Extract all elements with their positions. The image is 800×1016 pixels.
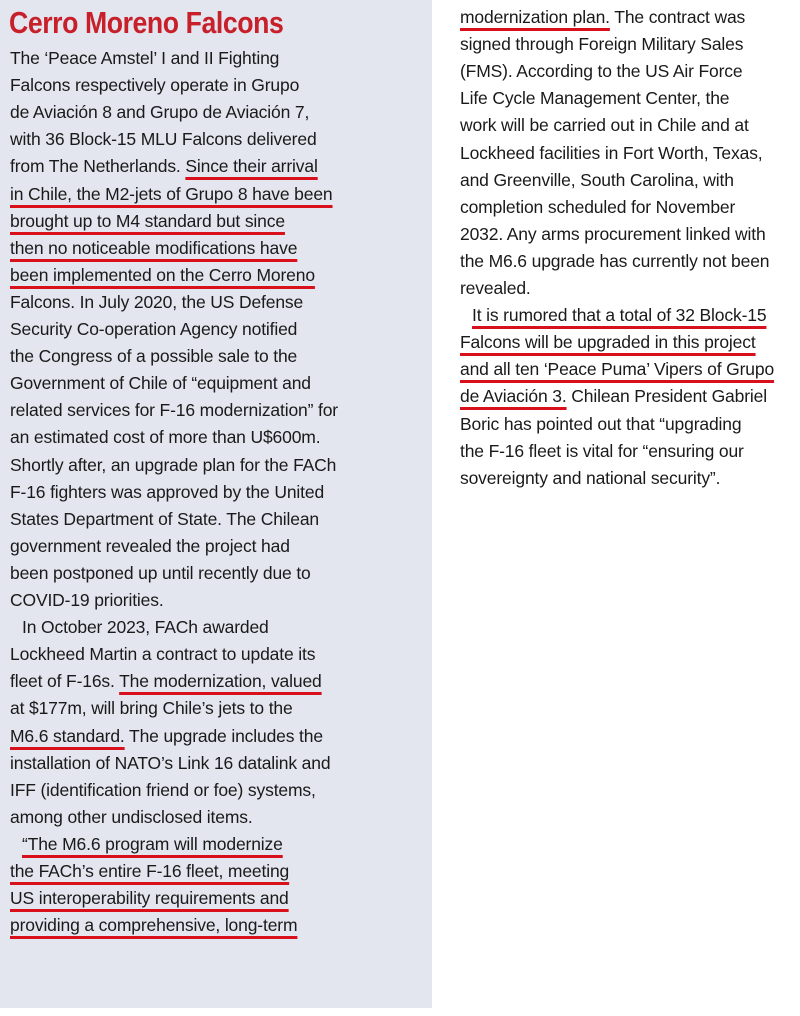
underlined-text: The modernization, valued	[119, 671, 322, 692]
text-line	[10, 642, 315, 666]
text-line	[460, 195, 735, 219]
text-line	[10, 371, 311, 395]
underlined-text: then no noticeable modifications have	[10, 237, 298, 258]
text-run: sovereignty and national security”.	[460, 467, 721, 488]
text-line	[460, 168, 734, 192]
underlined-text: been implemented on the Cerro Moreno	[10, 264, 315, 285]
text-run: The contract was	[609, 7, 746, 27]
text-run: among other undisclosed items.	[10, 806, 253, 827]
text-line	[460, 5, 745, 29]
text-run: IFF (identification friend or foe) systems,	[10, 779, 316, 800]
text-run: COVID-19 priorities.	[10, 590, 164, 610]
text-run: at $177m, will bring Chile’s jets to the	[10, 698, 293, 719]
text-line	[460, 330, 756, 354]
underlined-text: in Chile, the M2-jets of Grupo 8 have been	[10, 183, 333, 204]
text-line	[10, 805, 253, 829]
text-line	[10, 561, 311, 585]
text-line	[460, 32, 743, 56]
text-line	[10, 751, 330, 775]
underlined-text: modernization plan.	[460, 7, 610, 27]
text-run: Falcons. In July 2020, the US Defense	[10, 291, 304, 312]
text-line	[460, 412, 741, 436]
text-run: with 36 Block-15 MLU Falcons delivered	[10, 129, 317, 150]
text-run: an estimated cost of more than U$600m.	[10, 427, 321, 448]
text-run: fleet of F-16s.	[10, 671, 120, 692]
text-line	[10, 669, 322, 693]
text-line	[460, 357, 774, 381]
text-run: from The Netherlands.	[10, 156, 186, 177]
underlined-text: It is rumored that a total of 32 Block-15	[472, 305, 767, 326]
text-line	[10, 263, 315, 287]
text-run: been postponed up until recently due to	[10, 562, 311, 583]
text-line	[10, 425, 320, 449]
underlined-text: and all ten ‘Peace Puma’ Vipers of Grupo	[460, 359, 775, 380]
text-run: revealed.	[460, 278, 531, 298]
text-line	[22, 615, 269, 639]
text-line	[460, 141, 763, 165]
text-run: Government of Chile of “equipment and	[10, 373, 311, 394]
text-line	[10, 778, 316, 802]
text-run: installation of NATO’s Link 16 datalink and	[10, 752, 331, 773]
text-line	[10, 344, 297, 368]
text-run: and Greenville, South Carolina, with	[460, 169, 734, 190]
text-run: (FMS). According to the US Air Force	[460, 61, 743, 82]
text-line	[460, 113, 749, 137]
text-line	[472, 303, 766, 327]
text-line	[10, 534, 290, 558]
text-run: related services for F-16 modernization” for	[10, 400, 338, 421]
text-run: government revealed the project had	[10, 535, 290, 556]
text-line	[10, 100, 309, 124]
underlined-text: US interoperability requirements and	[10, 888, 289, 909]
text-line	[10, 209, 285, 233]
text-run: Security Co-operation Agency notified	[10, 319, 298, 339]
text-line	[10, 127, 317, 151]
underlined-text: Falcons will be upgraded in this project	[460, 332, 756, 353]
text-run: completion scheduled for November	[460, 196, 736, 217]
underlined-text: brought up to M4 standard but since	[10, 210, 285, 231]
text-run: Falcons respectively operate in Grupo	[10, 75, 300, 96]
text-run: Shortly after, an upgrade plan for the FACh	[10, 454, 337, 475]
text-line	[10, 859, 289, 883]
text-run: F-16 fighters was approved by the United	[10, 481, 325, 502]
text-line	[10, 398, 338, 422]
text-line	[460, 59, 742, 83]
text-run: the F-16 fleet is vital for “ensuring our	[460, 440, 744, 461]
text-run: 2032. Any arms procurement linked with	[460, 223, 766, 244]
text-run: Lockheed Martin a contract to update its	[10, 644, 316, 665]
underlined-text: the FACh’s entire F-16 fleet, meeting	[10, 861, 290, 881]
text-run: In October 2023, FACh awarded	[22, 617, 269, 638]
text-line	[10, 913, 297, 937]
text-line	[10, 696, 293, 720]
text-run: Lockheed facilities in Fort Worth, Texas,	[460, 142, 763, 163]
text-line	[10, 507, 319, 531]
article-title: Cerro Moreno Falcons	[9, 5, 284, 40]
text-run: de Aviación 8 and Grupo de Aviación 7,	[10, 102, 310, 123]
text-line	[460, 86, 729, 110]
text-line	[460, 276, 531, 300]
text-line	[10, 886, 289, 910]
underlined-text: M6.6 standard.	[10, 725, 125, 746]
underlined-text: providing a comprehensive, long-term	[10, 915, 298, 936]
underlined-text: Since their arrival	[185, 156, 318, 177]
text-run: signed through Foreign Military Sales	[460, 34, 744, 55]
text-run: Life Cycle Management Center, the	[460, 88, 730, 109]
text-run: Chilean President Gabriel	[566, 386, 767, 407]
text-line	[10, 480, 324, 504]
text-line	[460, 439, 744, 463]
text-line	[10, 182, 333, 206]
text-run: The ‘Peace Amstel’ I and II Fighting	[10, 48, 280, 68]
underlined-text: de Aviación 3.	[460, 386, 567, 407]
text-run: Boric has pointed out that “upgrading	[460, 413, 742, 434]
text-line	[10, 46, 279, 70]
text-line	[10, 724, 323, 748]
text-line	[10, 317, 297, 341]
text-line	[10, 154, 318, 178]
text-line	[460, 384, 767, 408]
text-run: the Congress of a possible sale to the	[10, 346, 298, 367]
text-run: The upgrade includes the	[124, 725, 323, 746]
text-run: the M6.6 upgrade has currently not been	[460, 250, 770, 271]
text-line	[460, 466, 720, 490]
text-line	[460, 222, 766, 246]
text-line	[10, 453, 336, 477]
underlined-text: “The M6.6 program will modernize	[22, 833, 283, 854]
text-line	[10, 73, 299, 97]
text-line	[10, 236, 297, 260]
text-line	[10, 588, 164, 612]
text-line	[10, 290, 303, 314]
text-line	[460, 249, 769, 273]
text-line	[22, 832, 283, 856]
text-run: work will be carried out in Chile and at	[460, 115, 749, 136]
text-run: States Department of State. The Chilean	[10, 508, 320, 529]
